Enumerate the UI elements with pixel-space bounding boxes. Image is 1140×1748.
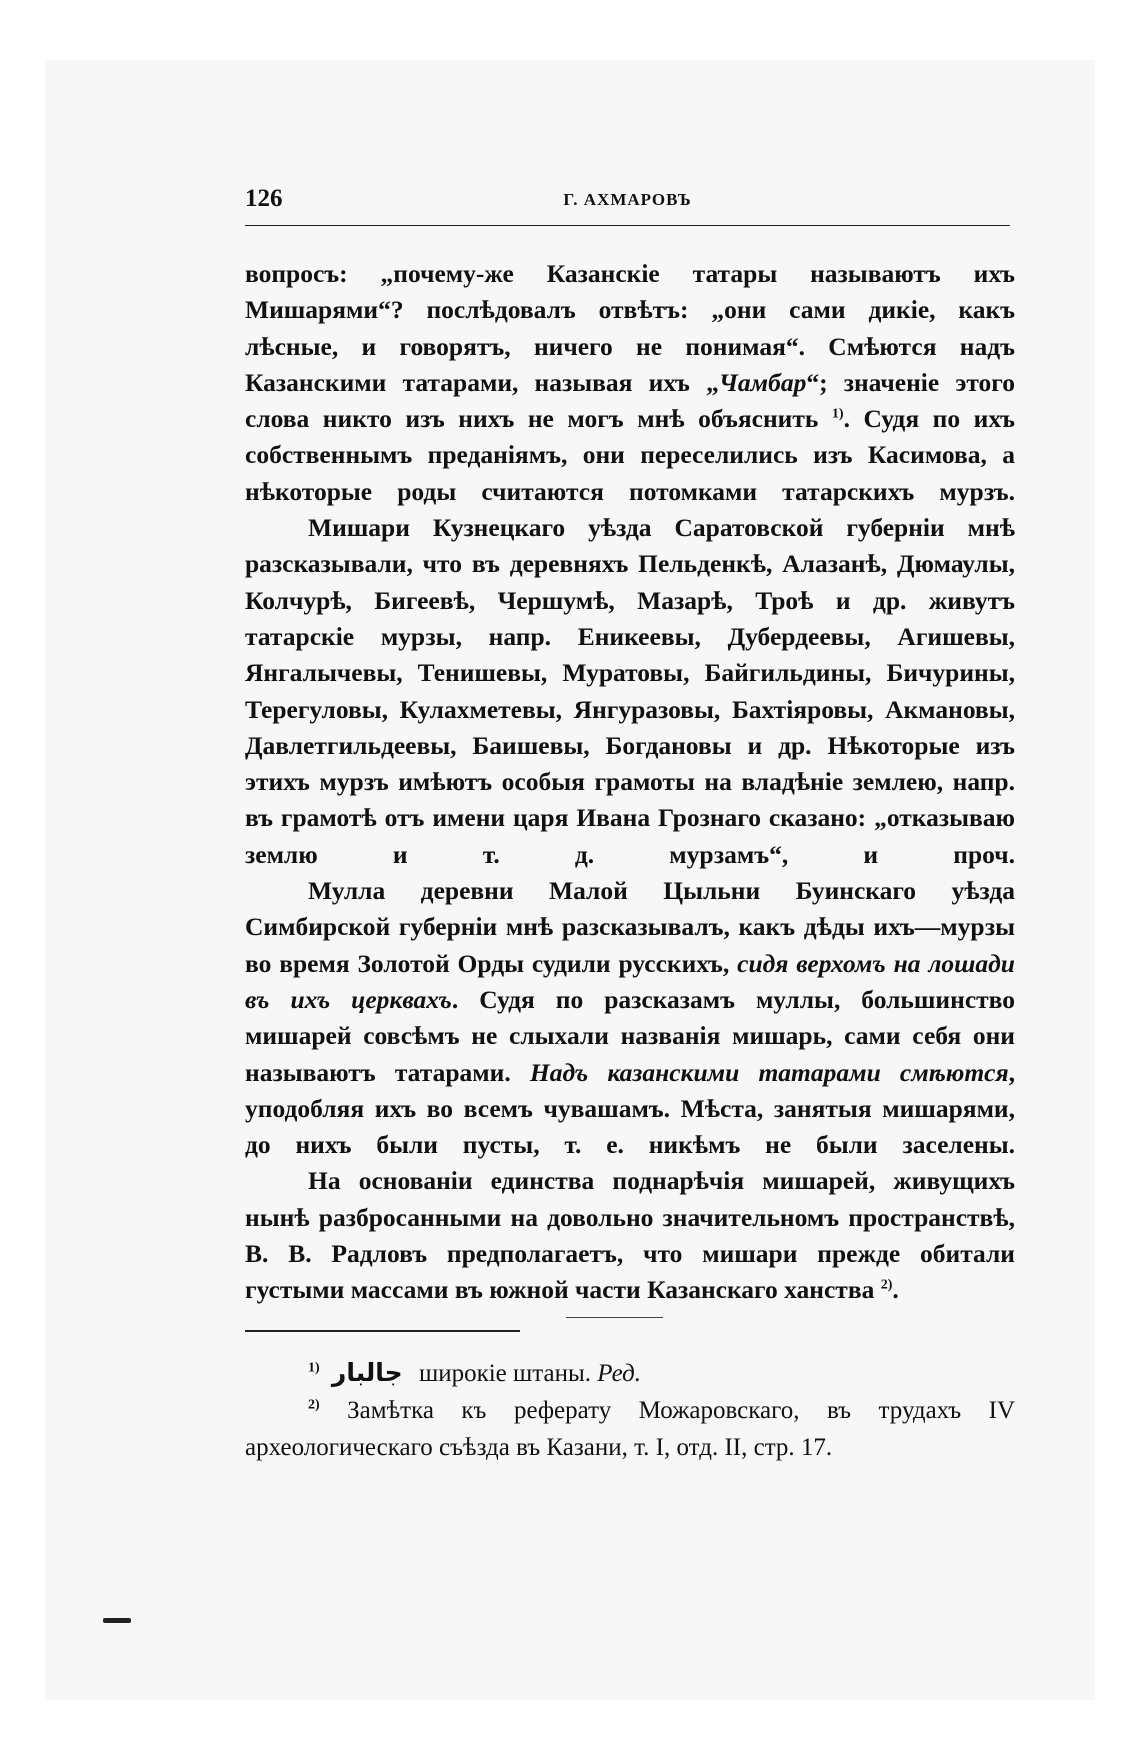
footnote-1 (245, 1354, 1015, 1392)
paragraph (245, 510, 1015, 873)
paragraph (245, 1163, 1015, 1308)
body-text (245, 256, 1015, 1309)
text-segment: . (892, 1275, 899, 1305)
scan-mark (103, 1618, 131, 1623)
footnote-mark: 1) (308, 1360, 320, 1376)
italic-text: Чамбар (718, 367, 807, 397)
footnote-separator (245, 1330, 520, 1332)
page-header (245, 185, 1010, 226)
text-segment: На основаніи единства поднарѣчія мишарей, живущихъ нынѣ разбросанными на довольно значительномъ пространствѣ, В. В. Радловъ предполагаетъ, что мишари прежде обитали густыми массами въ южной части Казанскаго ханства (245, 1166, 1015, 1305)
arabic-word: جالبار (331, 1358, 403, 1387)
section-rule (566, 1317, 663, 1318)
paragraph (245, 873, 1015, 1163)
italic-text: Надъ казанскими татарами смѣются (529, 1057, 1009, 1087)
footnote-text: широкіе штаны. (418, 1360, 598, 1387)
footnote-text: Замѣтка къ реферату Можаровскаго, въ трудахъ IV археологическаго съѣзда въ Казани, т. I, отд. II, стр. 17. (245, 1397, 1016, 1461)
text-segment: “; значеніе этого слова никто изъ нихъ не могъ мнѣ объяснить (245, 367, 1016, 434)
editor-note: Ред. (597, 1360, 642, 1387)
italic-text: сидя верхомъ на лошади въ ихъ церквахъ (245, 948, 1015, 1014)
paragraph (245, 256, 1015, 510)
footnote-mark: 2) (308, 1397, 320, 1413)
text-segment: вопросъ: „почему-же Казанскіе татары называютъ ихъ Мишарями“? послѣдовалъ отвѣтъ: „они сами дикіе, какъ лѣсные, и говорятъ, ничего не понимая“. Смѣются надъ Казанскими татарами, называя ихъ „ (245, 259, 1015, 397)
text-segment: . Судя по разсказамъ муллы, большинство мишарей совсѣмъ не слыхали названія мишарь, сами себя они называютъ татарами. (245, 984, 1016, 1087)
footnote-reference: 1) (831, 406, 844, 422)
footnote-2 (245, 1392, 1015, 1466)
page-number: 126 (245, 185, 283, 212)
text-segment: Мишари Кузнецкаго уѣзда Саратовской губерніи мнѣ разсказывали, что въ деревняхъ Пельденкѣ, Алазанѣ, Дюмаулы, Колчурѣ, Бигеевѣ, Чершумѣ, Мазарѣ, Троѣ и др. живутъ татарскіе мурзы, напр. Еникеевы, Дубердеевы, Агишевы, Янгалычевы, Тенишевы, Муратовы, Байгильдины, Бичурины, Терегуловы, Кулахметевы, Янгуразовы, Бахтіяровы, Акмановы, Давлетгильдеевы, Баишевы, Богдановы и др. Нѣкоторые изъ этихъ мурзъ имѣютъ особыя грамоты на владѣніе землею, напр. въ грамотѣ отъ имени царя Ивана Грознаго сказано: „отказываю землю и т. д. мурзамъ“, и проч. (245, 513, 1015, 869)
text-segment: , уподобляя ихъ во всемъ чувашамъ. Мѣста, занятыя мишарями, до нихъ были пусты, т. е. никѣмъ не были заселены. (245, 1057, 1016, 1160)
footnotes (245, 1354, 1015, 1466)
footnote-reference: 2) (880, 1277, 893, 1293)
text-segment: Мулла деревни Малой Цыльни Буинскаго уѣзда Симбирской губерніи мнѣ разсказывалъ, какъ дѣды ихъ—мурзы во время Золотой Орды судили русскихъ, (245, 876, 1015, 978)
running-title: Г. АХМАРОВЪ (563, 190, 692, 209)
text-segment: . Судя по ихъ собственнымъ преданіямъ, они переселились изъ Касимова, а нѣкоторые роды считаются потомками татарскихъ мурзъ. (245, 404, 1015, 506)
